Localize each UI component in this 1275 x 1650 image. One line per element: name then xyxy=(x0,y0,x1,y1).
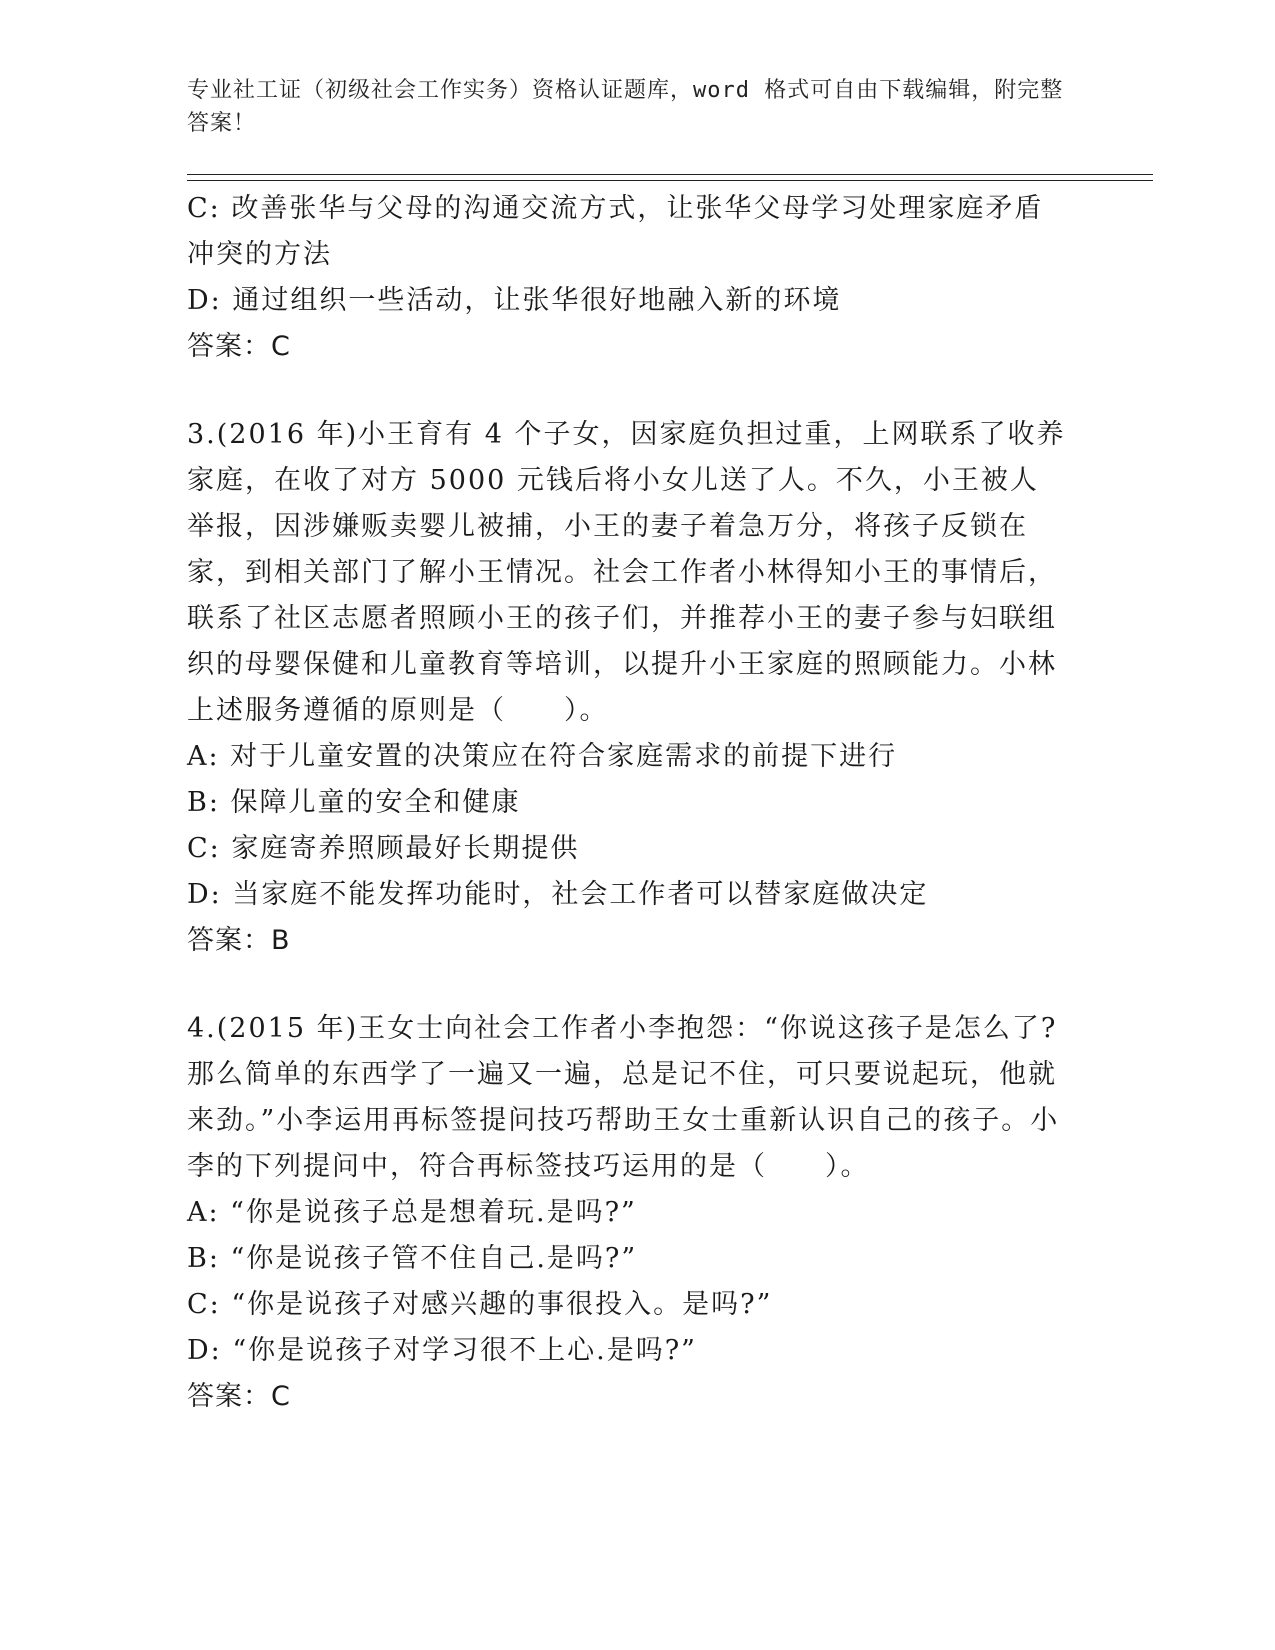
question-2-tail xyxy=(187,186,1067,370)
option-d: D: 当家庭不能发挥功能时，社会工作者可以替家庭做决定 xyxy=(187,879,929,910)
question-stem: 3.(2016 年)小王育有 4 个子女，因家庭负担过重，上网联系了收养家庭，在收了对方 5000 元钱后将小女儿送了人。不久，小王被人举报，因涉嫌贩卖婴儿被捕，小王的妻子着急万分，将孩子反锁在家，到相关部门了解小王情况。社会工作者小林得知小王的事情后，联系了社区志愿者照顾小王的孩子们，并推荐小王的妻子参与妇联组织的母婴保健和儿童教育等培训，以提升小王家庭的照顾能力。小林上述服务遵循的原则是（ ）。 xyxy=(187,419,1066,726)
spacer xyxy=(187,370,1067,412)
document-header: 专业社工证（初级社会工作实务）资格认证题库，word 格式可自由下载编辑，附完整答案！ xyxy=(187,78,1064,136)
document-body xyxy=(187,186,1067,1420)
option-b: B: 保障儿童的安全和健康 xyxy=(187,787,521,818)
answer-line: 答案：B xyxy=(187,925,291,956)
option-d: D: 通过组织一些活动，让张华很好地融入新的环境 xyxy=(187,285,842,316)
option-a: A: “你是说孩子总是想着玩.是吗?” xyxy=(187,1197,637,1228)
option-c: C: “你是说孩子对感兴趣的事很投入。是吗?” xyxy=(187,1289,773,1320)
question-stem: 4.(2015 年)王女士向社会工作者小李抱怨：“你说这孩子是怎么了?那么简单的东西学了一遍又一遍，总是记不住，可只要说起玩，他就来劲。”小李运用再标签提问技巧帮助王女士重新认识自己的孩子。小李的下列提问中，符合再标签技巧运用的是（ ）。 xyxy=(187,1013,1060,1182)
answer-line: 答案：C xyxy=(187,1381,291,1412)
option-a: A: 对于儿童安置的决策应在符合家庭需求的前提下进行 xyxy=(187,741,898,772)
question-3 xyxy=(187,412,1067,964)
option-d: D: “你是说孩子对学习很不上心.是吗?” xyxy=(187,1335,697,1366)
option-b: B: “你是说孩子管不住自己.是吗?” xyxy=(187,1243,638,1274)
question-4 xyxy=(187,1006,1067,1420)
header-divider-top xyxy=(187,174,1153,175)
spacer xyxy=(187,964,1067,1006)
option-c: C: 改善张华与父母的沟通交流方式，让张华父母学习处理家庭矛盾冲突的方法 xyxy=(187,193,1044,270)
header-divider-bottom xyxy=(187,180,1153,181)
option-c: C: 家庭寄养照顾最好长期提供 xyxy=(187,833,580,864)
answer-line: 答案：C xyxy=(187,331,291,362)
